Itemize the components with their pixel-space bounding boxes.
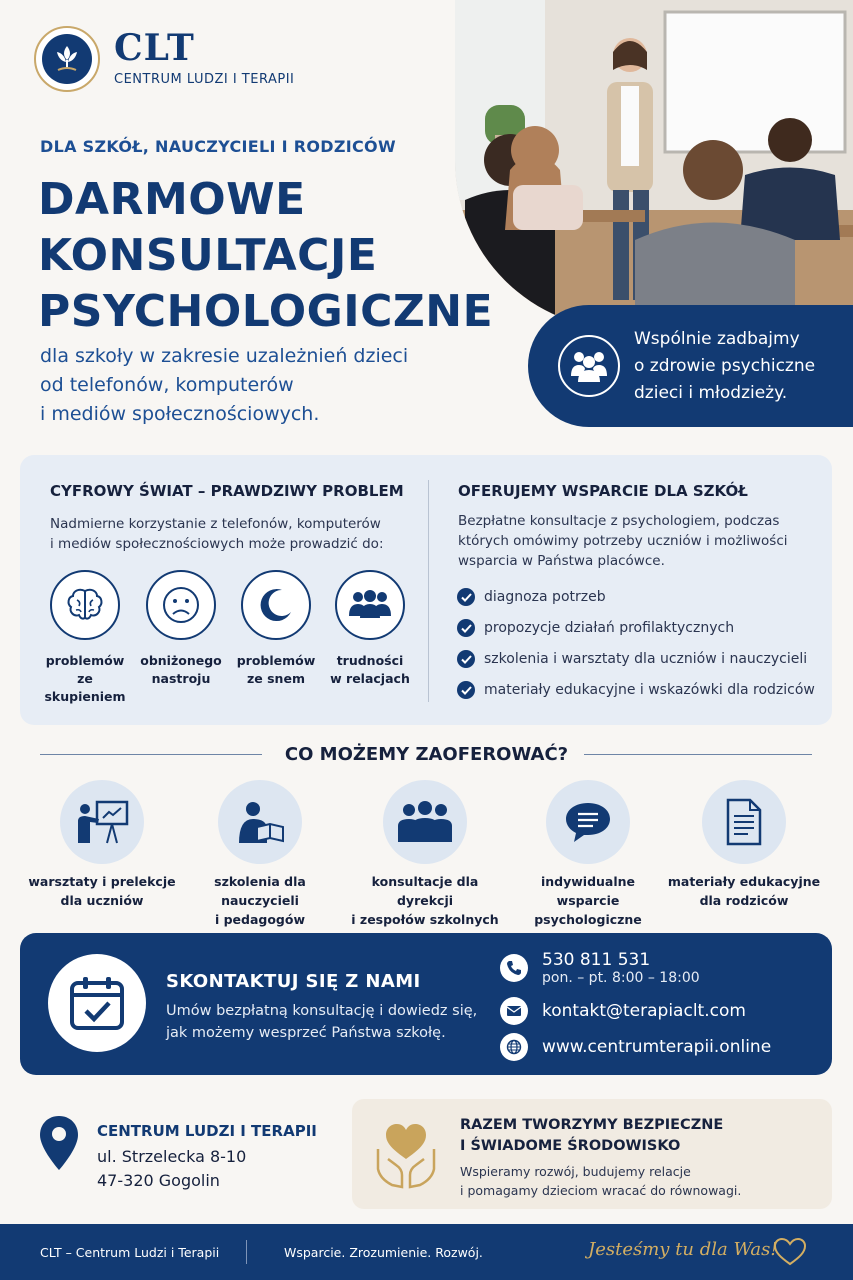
offer-item xyxy=(180,780,340,929)
document-icon xyxy=(702,780,786,864)
problem-text-line: Nadmierne korzystanie z telefonów, komputerów xyxy=(50,516,381,532)
label-line: ze skupieniem xyxy=(44,671,126,704)
website-link[interactable]: www.centrumterapii.online xyxy=(542,1037,772,1057)
problem-item xyxy=(35,570,135,706)
contact-text xyxy=(166,1000,477,1044)
phone-number[interactable]: 530 811 531 xyxy=(542,950,651,970)
subhead-line: i mediów społecznościowych. xyxy=(40,403,320,425)
together-box xyxy=(352,1099,832,1209)
problem-label xyxy=(320,652,420,688)
problem-item xyxy=(226,570,326,688)
globe-icon xyxy=(500,1033,528,1061)
label-line: obniżonego xyxy=(140,653,222,668)
label-line: problemów xyxy=(45,653,125,668)
problem-label xyxy=(35,652,135,706)
offer-item xyxy=(22,780,182,910)
check-label: propozycje działań profilaktycznych xyxy=(484,620,735,636)
checkmark-icon xyxy=(457,650,475,668)
together-text xyxy=(460,1162,741,1200)
calendar-icon xyxy=(48,954,146,1052)
label-line: indywidualne wsparcie xyxy=(540,874,636,908)
headline-line: DARMOWE xyxy=(38,174,306,225)
support-text-line: Bezpłatne konsultacje z psychologiem, podczas xyxy=(458,513,780,529)
together-title xyxy=(460,1115,723,1157)
check-label: diagnoza potrzeb xyxy=(484,589,606,605)
label-line: w relacjach xyxy=(330,671,410,686)
opening-hours: pon. – pt. 8:00 – 18:00 xyxy=(542,970,700,986)
pill-line: o zdrowie psychiczne xyxy=(634,355,816,376)
label-line: dla rodziców xyxy=(699,893,789,908)
contact-text-line: jak możemy wesprzeć Państwa szkołę. xyxy=(166,1025,446,1041)
support-text-line: których omówimy potrzeby uczniów i możliwości xyxy=(458,533,788,549)
problem-title: CYFROWY ŚWIAT – PRAWDZIWY PROBLEM xyxy=(50,482,404,500)
offer-label xyxy=(22,872,182,910)
sad-face-icon xyxy=(146,570,216,640)
label-line: i zespołów szkolnych xyxy=(351,912,499,927)
support-title: OFERUJEMY WSPARCIE DLA SZKÓŁ xyxy=(458,482,748,500)
label-line: dla uczniów xyxy=(60,893,144,908)
together-title-line: I ŚWIADOME ŚRODOWISKO xyxy=(460,1138,681,1154)
check-label: materiały edukacyjne i wskazówki dla rodziców xyxy=(484,682,815,698)
offer-label xyxy=(664,872,824,910)
check-item xyxy=(457,588,606,606)
label-line: konsultacje dla dyrekcji xyxy=(371,874,479,908)
offer-item xyxy=(664,780,824,910)
contact-title: SKONTAKTUJ SIĘ Z NAMI xyxy=(166,971,421,992)
logo xyxy=(34,26,100,92)
contact-panel xyxy=(20,933,832,1075)
label-line: materiały edukacyjne xyxy=(667,874,821,889)
heart-hands-icon xyxy=(372,1119,440,1195)
classroom-photo xyxy=(455,0,853,330)
headline-line: PSYCHOLOGICZNE xyxy=(38,286,494,337)
problem-label xyxy=(226,652,326,688)
contact-email[interactable] xyxy=(500,997,746,1025)
family-icon xyxy=(558,335,620,397)
check-item xyxy=(457,619,734,637)
offer-item xyxy=(345,780,505,929)
presentation-icon xyxy=(60,780,144,864)
offer-label xyxy=(508,872,668,929)
footer-org: CLT – Centrum Ludzi i Terapii xyxy=(40,1245,220,1260)
subhead-line: od telefonów, komputerów xyxy=(40,374,294,396)
problem-item xyxy=(131,570,231,688)
pill-line: Wspólnie zadbajmy xyxy=(634,328,800,349)
heart-icon xyxy=(773,1237,807,1271)
brand-tagline: CENTRUM LUDZI I TERAPII xyxy=(114,72,295,87)
brain-icon xyxy=(50,570,120,640)
people-icon xyxy=(335,570,405,640)
contact-text-line: Umów bezpłatną konsultację i dowiedz się, xyxy=(166,1003,478,1019)
support-text xyxy=(458,511,788,571)
email-link[interactable]: kontakt@terapiaclt.com xyxy=(542,1001,746,1021)
pill-text xyxy=(634,326,815,407)
headline xyxy=(38,172,493,340)
teacher-book-icon xyxy=(218,780,302,864)
mail-icon xyxy=(500,997,528,1025)
group-icon xyxy=(383,780,467,864)
label-line: nastroju xyxy=(151,671,211,686)
footer-bar xyxy=(0,1224,853,1280)
problem-item xyxy=(320,570,420,688)
brand-name: CLT xyxy=(114,27,195,69)
together-text-line: i pomagamy dzieciom wracać do równowagi. xyxy=(460,1183,742,1198)
offer-rule-right xyxy=(584,754,812,755)
problem-text-line: i mediów społecznościowych może prowadzić do: xyxy=(50,536,384,552)
address-name: CENTRUM LUDZI I TERAPII xyxy=(97,1122,317,1140)
together-title-line: RAZEM TWORZYMY BEZPIECZNE xyxy=(460,1117,724,1133)
problem-text xyxy=(50,514,384,554)
tree-icon xyxy=(42,34,92,84)
headline-line: KONSULTACJE xyxy=(38,230,378,281)
label-line: psychologiczne xyxy=(534,912,642,927)
offer-label xyxy=(180,872,340,929)
location-pin-icon xyxy=(38,1114,80,1176)
together-text-line: Wspieramy rozwój, budujemy relacje xyxy=(460,1164,691,1179)
footer-separator xyxy=(246,1240,247,1264)
subhead-line: dla szkoły w zakresie uzależnień dzieci xyxy=(40,345,409,367)
moon-icon xyxy=(241,570,311,640)
eyebrow: DLA SZKÓŁ, NAUCZYCIELI I RODZICÓW xyxy=(40,137,396,156)
footer-signature: Jesteśmy tu dla Was! xyxy=(588,1239,778,1260)
label-line: ze snem xyxy=(247,671,305,686)
problem-label xyxy=(131,652,231,688)
phone-icon xyxy=(500,954,528,982)
speech-bubble-icon xyxy=(546,780,630,864)
checkmark-icon xyxy=(457,588,475,606)
checkmark-icon xyxy=(457,619,475,637)
label-line: szkolenia dla nauczycieli xyxy=(214,874,306,908)
label-line: warsztaty i prelekcje xyxy=(28,874,176,889)
offer-label xyxy=(345,872,505,929)
offer-title: CO MOŻEMY ZAOFEROWAĆ? xyxy=(284,744,569,765)
label-line: trudności xyxy=(336,653,404,668)
address-street: ul. Strzelecka 8-10 xyxy=(97,1147,247,1166)
check-item xyxy=(457,681,815,699)
offer-item xyxy=(508,780,668,929)
check-item xyxy=(457,650,807,668)
subhead xyxy=(40,342,460,429)
support-text-line: wsparcia w Państwa placówce. xyxy=(458,553,665,569)
footer-motto: Wsparcie. Zrozumienie. Rozwój. xyxy=(284,1245,483,1260)
check-label: szkolenia i warsztaty dla uczniów i nauczycieli xyxy=(484,651,808,667)
contact-web[interactable] xyxy=(500,1033,771,1061)
label-line: i pedagogów xyxy=(214,912,306,927)
pill-line: dzieci i młodzieży. xyxy=(634,382,788,403)
pill-banner xyxy=(528,305,853,427)
label-line: problemów xyxy=(236,653,316,668)
brand xyxy=(114,28,294,87)
panel-divider xyxy=(428,480,429,702)
address-city: 47-320 Gogolin xyxy=(97,1171,220,1190)
checkmark-icon xyxy=(457,681,475,699)
contact-phone[interactable] xyxy=(500,950,700,986)
